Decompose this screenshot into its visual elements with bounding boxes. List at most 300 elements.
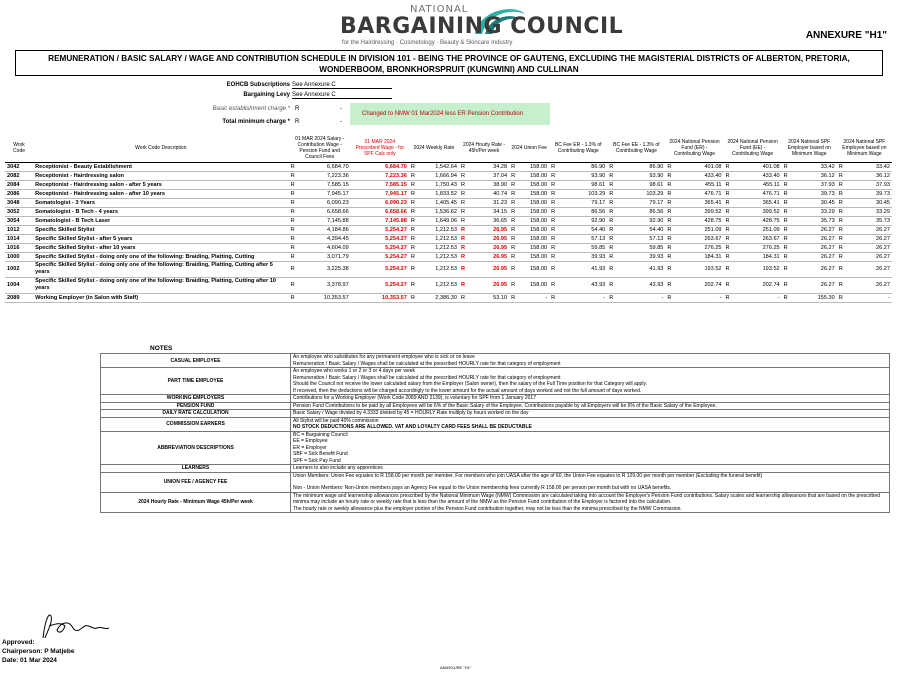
cell-week: 1,212.53 xyxy=(435,226,457,233)
table-cell xyxy=(289,207,351,216)
cell-week: 2,386.30 xyxy=(435,294,457,301)
cell-union: 158.00 xyxy=(530,217,548,224)
table-cell xyxy=(5,261,33,277)
table-cell xyxy=(5,225,33,234)
cell-hour: 34.28 xyxy=(493,163,508,170)
cell-pfer: 399.52 xyxy=(704,208,722,215)
cell-hour: 40.74 xyxy=(493,190,508,197)
note-value xyxy=(291,417,890,431)
table-cell xyxy=(549,261,607,277)
note-row xyxy=(101,410,890,418)
table-row xyxy=(5,162,892,171)
col-header: 2024 Weekly Rate xyxy=(409,134,459,162)
currency-symbol: R xyxy=(667,294,672,301)
currency-symbol: R xyxy=(410,163,415,170)
table-cell xyxy=(33,162,289,171)
table-cell xyxy=(33,171,289,180)
cell-union: 158.00 xyxy=(530,244,548,251)
currency-symbol: R xyxy=(838,226,843,233)
table-cell xyxy=(782,293,837,302)
cell-bcee: 43.93 xyxy=(649,282,664,288)
note-line: Non - Union Members: Non-Union members pays an Agency Fee equal to the Union membership fees currently R 158.00 per person per month but with no UASA benefits. xyxy=(293,485,672,491)
cell-pfee: 276.25 xyxy=(762,244,780,251)
logo-line2: BARGAINING COUNCIL xyxy=(340,14,624,39)
cell-bcee: 41.93 xyxy=(649,266,664,272)
cell-pfer: 184.31 xyxy=(704,253,722,260)
cell-pfee: 193.52 xyxy=(762,266,780,272)
currency-symbol: R xyxy=(838,294,843,301)
cell-sal: 4,184.86 xyxy=(326,226,349,233)
currency-symbol: R xyxy=(725,190,730,197)
note-row xyxy=(101,354,890,368)
cell-code: 3042 xyxy=(7,163,20,170)
table-cell xyxy=(549,207,607,216)
currency-symbol: R xyxy=(511,208,516,215)
note-line: Union Members: Union Fee equates to R 158.00 per month per member. For members who join UASA after the age of 60, the Union Fee equates to R 129.00 per month per member (Excluding the funeral benefit) xyxy=(293,472,763,479)
currency-symbol: R xyxy=(511,266,516,272)
cell-pfee: 455.11 xyxy=(762,181,780,188)
table-cell xyxy=(289,162,351,171)
note-line: SPF = Sick Pay Fund xyxy=(293,457,341,464)
table-cell xyxy=(5,252,33,261)
currency-symbol: R xyxy=(290,181,295,188)
cell-hour: 26.95 xyxy=(493,244,508,251)
note-value xyxy=(291,431,890,465)
currency-symbol: R xyxy=(783,163,788,170)
cell-bcee: 103.29 xyxy=(646,190,664,197)
currency-symbol: R xyxy=(783,253,788,260)
eohcb-label: EOHCB Subscriptions xyxy=(226,82,290,88)
currency-symbol: R xyxy=(838,282,843,288)
cell-bcer: 39.93 xyxy=(591,253,606,260)
table-cell xyxy=(33,277,289,293)
table-cell xyxy=(289,243,351,252)
cell-spfer: 26.27 xyxy=(820,244,835,251)
currency-symbol: R xyxy=(460,226,466,233)
cell-union: 158.00 xyxy=(530,266,548,272)
cell-pres: 5,254.27 xyxy=(385,244,407,251)
cell-spfee: 35.73 xyxy=(876,217,890,224)
cell-bcer: 86.56 xyxy=(591,208,606,215)
cell-pres: 6,684.70 xyxy=(385,163,407,170)
currency-symbol: R xyxy=(460,235,466,242)
table-cell xyxy=(665,261,723,277)
col-header: 01 MAR 2024 Salary - Contribution Wage - Pension Fund and Council Fees xyxy=(289,134,351,162)
cell-pfee: 399.52 xyxy=(762,208,780,215)
currency-symbol: R xyxy=(460,294,466,301)
cell-pres: 5,254.27 xyxy=(385,266,407,272)
currency-symbol: R xyxy=(667,282,672,288)
cell-pfee: 365.41 xyxy=(762,199,780,206)
currency-symbol: R xyxy=(511,190,516,197)
note-value xyxy=(291,492,890,513)
cell-bcee: 79.17 xyxy=(649,199,664,206)
table-cell xyxy=(549,234,607,243)
cell-spfer: 36.12 xyxy=(820,172,835,179)
cell-pres: 5,254.27 xyxy=(385,253,407,260)
table-cell xyxy=(33,207,289,216)
note-line: Should the Council not receive the lower calculated salary from the Employer (Salon owner), then the salary of the Full Time position for that Category will apply. xyxy=(293,381,647,387)
table-cell xyxy=(409,189,459,198)
currency-symbol: R xyxy=(511,226,516,233)
cell-bcee: 59.85 xyxy=(649,244,664,251)
currency-symbol: R xyxy=(838,199,843,206)
currency-symbol: R xyxy=(783,217,788,224)
logo-line1: NATIONAL xyxy=(410,4,469,15)
table-cell xyxy=(409,225,459,234)
cell-union: 158.00 xyxy=(530,181,548,188)
cell-pfee: 202.74 xyxy=(762,282,780,288)
cell-pres: 5,254.27 xyxy=(385,235,407,242)
currency-symbol: R xyxy=(725,172,730,179)
cell-pres: 6,658.66 xyxy=(385,208,407,215)
currency-symbol: R xyxy=(609,199,614,206)
table-cell xyxy=(782,180,837,189)
table-cell xyxy=(33,216,289,225)
currency-symbol: R xyxy=(609,235,614,242)
currency-symbol: R xyxy=(609,163,614,170)
note-value xyxy=(291,410,890,418)
note-line: BC = Bargaining Council xyxy=(293,431,348,438)
currency-symbol: R xyxy=(410,190,415,197)
table-cell xyxy=(607,225,665,234)
currency-symbol: R xyxy=(783,235,788,242)
table-cell xyxy=(509,180,549,189)
currency-symbol: R xyxy=(551,199,556,206)
currency-symbol: R xyxy=(551,282,556,288)
cell-hour: 53.10 xyxy=(493,294,508,301)
footer-label: ANNEXURE "H1" xyxy=(440,665,472,670)
currency-symbol: R xyxy=(290,235,295,242)
cell-pfer: 202.74 xyxy=(704,282,722,288)
currency-symbol: R xyxy=(725,226,730,233)
table-cell xyxy=(607,243,665,252)
currency-symbol: R xyxy=(290,294,295,301)
document-title: REMUNERATION / BASIC SALARY / WAGE AND CONTRIBUTION SCHEDULE IN DIVISION 101 - BEING THE PROVINCE OF GAUTENG, EXCLUDING THE MAGISTERIAL DISTRICTS OF ALBERTON, PRETORIA, WONDERBOOM, BRONKHORSPRUIT (KUNGWINI) AND CULLINAN xyxy=(15,50,883,76)
cell-code: 2086 xyxy=(7,190,20,197)
currency-symbol: R xyxy=(290,190,295,197)
note-value xyxy=(291,472,890,492)
cell-pfee: 476.71 xyxy=(762,190,780,197)
currency-symbol: R xyxy=(290,172,295,179)
cell-code: 3054 xyxy=(7,217,20,224)
table-cell xyxy=(409,243,459,252)
table-cell xyxy=(289,225,351,234)
table-cell xyxy=(351,207,409,216)
nmw-change-note: Changed to NMW 01 Mar2024 less ER Pension Contribution xyxy=(350,103,550,125)
cell-sal: 6,658.66 xyxy=(326,208,349,215)
currency-symbol: R xyxy=(609,282,614,288)
table-cell xyxy=(549,180,607,189)
table-cell xyxy=(665,277,723,293)
col-header: 2024 National Pension Fund (EE) - Contributing Wage xyxy=(724,134,782,162)
table-cell xyxy=(837,293,892,302)
cell-pres: 7,585.15 xyxy=(385,181,407,188)
cell-sal: 6,684.70 xyxy=(326,163,349,170)
cell-code: 3052 xyxy=(7,208,20,215)
date-label: Date: 01 Mar 2024 xyxy=(2,657,57,664)
table-cell xyxy=(607,293,665,302)
table-cell xyxy=(409,261,459,277)
cell-bcer: 57.13 xyxy=(591,235,606,242)
eohcb-value: See Annexure C xyxy=(292,82,392,89)
cell-spfer: 39.73 xyxy=(820,190,835,197)
table-cell xyxy=(837,277,892,293)
note-line: Remuneration / Basic Salary / Wages shall be calculated at the prescribed HOURLY rate for that category of employment xyxy=(293,360,561,367)
table-cell xyxy=(782,207,837,216)
currency-symbol: R xyxy=(511,217,516,224)
cell-desc: Somatologist - B Tech Laser xyxy=(35,217,111,224)
cell-hour: 26.95 xyxy=(493,253,508,260)
currency-symbol: R xyxy=(667,172,672,179)
currency-symbol: R xyxy=(783,172,788,179)
table-cell xyxy=(549,171,607,180)
table-cell xyxy=(509,162,549,171)
currency-symbol: R xyxy=(460,163,466,170)
cell-pres: 7,145.88 xyxy=(385,217,407,224)
table-cell xyxy=(724,225,782,234)
table-cell xyxy=(607,216,665,225)
table-cell xyxy=(782,277,837,293)
table-cell xyxy=(782,243,837,252)
cell-pfee: 263.67 xyxy=(762,235,780,242)
table-cell xyxy=(837,189,892,198)
currency-symbol: R xyxy=(290,208,295,215)
table-cell xyxy=(509,207,549,216)
currency-symbol: R xyxy=(460,266,466,272)
cell-spfer: 35.73 xyxy=(820,217,835,224)
cell-bcer: 54.40 xyxy=(591,226,606,233)
table-row xyxy=(5,198,892,207)
currency-symbol: R xyxy=(551,235,556,242)
levy-label: Bargaining Levy xyxy=(243,92,290,98)
cell-sal: 7,145.88 xyxy=(326,217,349,224)
currency-symbol: R xyxy=(783,199,788,206)
cell-week: 1,212.53 xyxy=(435,266,457,272)
cell-desc: Receptionist - Hairdressing salon xyxy=(35,172,124,179)
table-cell xyxy=(351,293,409,302)
table-cell xyxy=(351,234,409,243)
cell-spfer: 26.27 xyxy=(820,266,835,272)
cell-spfee: 33.29 xyxy=(876,208,890,215)
table-cell xyxy=(289,180,351,189)
note-key: PENSION FUND xyxy=(101,402,291,410)
table-cell xyxy=(33,293,289,302)
note-key: COMMISSION EARNERS xyxy=(101,417,291,431)
table-cell xyxy=(607,207,665,216)
cell-spfee: 26.27 xyxy=(876,266,890,272)
table-row xyxy=(5,171,892,180)
cell-bcee: 54.40 xyxy=(649,226,664,233)
cell-pres: 10,353.57 xyxy=(381,294,407,301)
cell-week: 1,212.53 xyxy=(435,253,457,260)
col-header: Work Code xyxy=(5,134,33,162)
table-cell xyxy=(782,234,837,243)
currency-symbol: R xyxy=(609,294,614,301)
currency-symbol: R xyxy=(725,199,730,206)
levy-value: See Annexure C xyxy=(292,92,392,99)
cell-hour: 26.95 xyxy=(493,266,508,272)
col-header: 2024 Hourly Rate - 45h/Per week xyxy=(459,134,509,162)
currency-symbol: R xyxy=(290,253,295,260)
signoff xyxy=(2,638,74,665)
cell-code: 1016 xyxy=(7,244,20,251)
currency-symbol: R xyxy=(460,190,466,197)
table-cell xyxy=(782,216,837,225)
note-line: An employee who works 1 or 2 or 3 or 4 days per week xyxy=(293,368,416,374)
currency-symbol: R xyxy=(838,190,843,197)
table-cell xyxy=(665,180,723,189)
table-cell xyxy=(289,293,351,302)
cell-pfee: 251.09 xyxy=(762,226,780,233)
table-cell xyxy=(782,261,837,277)
table-cell xyxy=(409,293,459,302)
table-cell xyxy=(409,234,459,243)
table-cell xyxy=(351,171,409,180)
note-line: ER = Employer xyxy=(293,444,327,451)
cell-union: - xyxy=(545,294,548,301)
currency-symbol: R xyxy=(511,199,516,206)
cell-desc: Receptionist - Hairdressing salon - after 10 years xyxy=(35,190,166,197)
cell-pfer: 251.09 xyxy=(704,226,722,233)
currency-symbol: R xyxy=(725,244,730,251)
note-key: ABBREVIATION DESCRIPTIONS xyxy=(101,431,291,465)
cell-desc: Receptionist - Beauty Establishment xyxy=(35,163,133,170)
cell-bcer: 103.29 xyxy=(588,190,606,197)
cell-desc: Somatologist - 3 Years xyxy=(35,199,95,206)
cell-code: 1004 xyxy=(7,282,20,288)
currency-symbol: R xyxy=(410,253,415,260)
cell-spfer: 26.27 xyxy=(820,253,835,260)
table-cell xyxy=(509,243,549,252)
table-cell xyxy=(409,171,459,180)
table-cell xyxy=(459,189,509,198)
table-cell xyxy=(549,216,607,225)
table-cell xyxy=(724,261,782,277)
col-header: BC Fee ER - 1.3% of Contributing Wage xyxy=(549,134,607,162)
table-cell xyxy=(459,243,509,252)
table-cell xyxy=(665,252,723,261)
cell-spfer: 155.30 xyxy=(817,294,835,301)
col-header: Work Code Description xyxy=(33,134,289,162)
cell-sal: 4,604.09 xyxy=(326,244,349,251)
cell-bcer: 79.17 xyxy=(591,199,606,206)
cell-sal: 7,945.17 xyxy=(326,190,349,197)
table-cell xyxy=(409,207,459,216)
cell-pres: 5,254.27 xyxy=(385,282,407,288)
table-cell xyxy=(549,198,607,207)
table-cell xyxy=(289,261,351,277)
currency-symbol: R xyxy=(667,181,672,188)
currency-symbol: R xyxy=(725,208,730,215)
table-cell xyxy=(289,198,351,207)
currency-symbol: R xyxy=(290,217,295,224)
currency-symbol: R xyxy=(725,217,730,224)
note-row xyxy=(101,431,890,465)
cell-sal: 4,394.45 xyxy=(326,235,349,242)
currency-symbol: R xyxy=(511,172,516,179)
table-cell xyxy=(5,277,33,293)
table-cell xyxy=(837,171,892,180)
currency-symbol: R xyxy=(783,294,788,301)
note-row xyxy=(101,465,890,473)
table-cell xyxy=(459,277,509,293)
table-cell xyxy=(665,171,723,180)
note-row xyxy=(101,472,890,492)
note-line: Remuneration / Basic Salary / Wages shall be calculated at the prescribed HOURLY rate for that category of employment xyxy=(293,374,561,381)
table-cell xyxy=(351,216,409,225)
cell-spfee: 26.27 xyxy=(876,282,890,288)
currency-symbol: R xyxy=(460,181,466,188)
currency-symbol: R xyxy=(460,282,466,288)
currency-symbol: R xyxy=(725,266,730,272)
note-key: WORKING EMPLOYERS xyxy=(101,395,291,403)
table-cell xyxy=(724,243,782,252)
table-cell xyxy=(5,189,33,198)
cell-code: 1012 xyxy=(7,226,20,233)
note-key: LEARNERS xyxy=(101,465,291,473)
cell-hour: 26.95 xyxy=(493,226,508,233)
currency-symbol: R xyxy=(725,163,730,170)
currency-symbol: R xyxy=(551,208,556,215)
currency-symbol: R xyxy=(551,217,556,224)
table-cell xyxy=(549,243,607,252)
cell-bcer: 93.90 xyxy=(591,172,606,179)
table-cell xyxy=(724,216,782,225)
currency-symbol: R xyxy=(838,181,843,188)
table-cell xyxy=(33,234,289,243)
note-key: PART TIME EMPLOYEE xyxy=(101,368,291,395)
currency-symbol: R xyxy=(410,199,415,206)
note-line: Basic Salary / Wage divided by 4.3333 divided by 45 = HOURLY Rate multiply by hours worked on the day xyxy=(293,410,529,416)
table-row xyxy=(5,234,892,243)
total-label: Total minimum charge * xyxy=(222,119,290,125)
cell-union: 158.00 xyxy=(530,282,548,288)
table-cell xyxy=(459,225,509,234)
table-cell xyxy=(607,162,665,171)
currency-symbol: R xyxy=(667,163,672,170)
cell-code: 1002 xyxy=(7,266,20,272)
table-cell xyxy=(549,277,607,293)
table-cell xyxy=(724,277,782,293)
currency-symbol: R xyxy=(551,294,556,301)
cell-pfer: 433.40 xyxy=(704,172,722,179)
cell-spfer: 37.93 xyxy=(820,181,835,188)
table-cell xyxy=(459,162,509,171)
total-value: - xyxy=(340,119,342,125)
table-row xyxy=(5,225,892,234)
note-line: NO STOCK DEDUCTIONS ARE ALLOWED. VAT AND LOYALTY CARD FEES SHALL BE DEDUCTABLE xyxy=(293,424,532,430)
cell-sal: 7,223.36 xyxy=(326,172,349,179)
table-cell xyxy=(459,198,509,207)
currency-symbol: R xyxy=(667,244,672,251)
table-cell xyxy=(459,293,509,302)
cell-desc: Somatologist - B Tech - 4 years xyxy=(35,208,118,215)
table-header-row xyxy=(5,134,892,162)
currency-symbol: R xyxy=(460,199,466,206)
note-key: DAILY RATE CALCULATION xyxy=(101,410,291,418)
note-key: UNION FEE / AGENCY FEE xyxy=(101,472,291,492)
cell-spfer: 30.45 xyxy=(820,199,835,206)
cell-sal: 3,378.97 xyxy=(326,282,349,288)
cell-week: 1,833.52 xyxy=(435,190,457,197)
note-key: CASUAL EMPLOYEE xyxy=(101,354,291,368)
currency-symbol: R xyxy=(667,217,672,224)
currency-symbol: R xyxy=(410,244,415,251)
table-cell xyxy=(782,162,837,171)
table-cell xyxy=(459,207,509,216)
table-row xyxy=(5,189,892,198)
